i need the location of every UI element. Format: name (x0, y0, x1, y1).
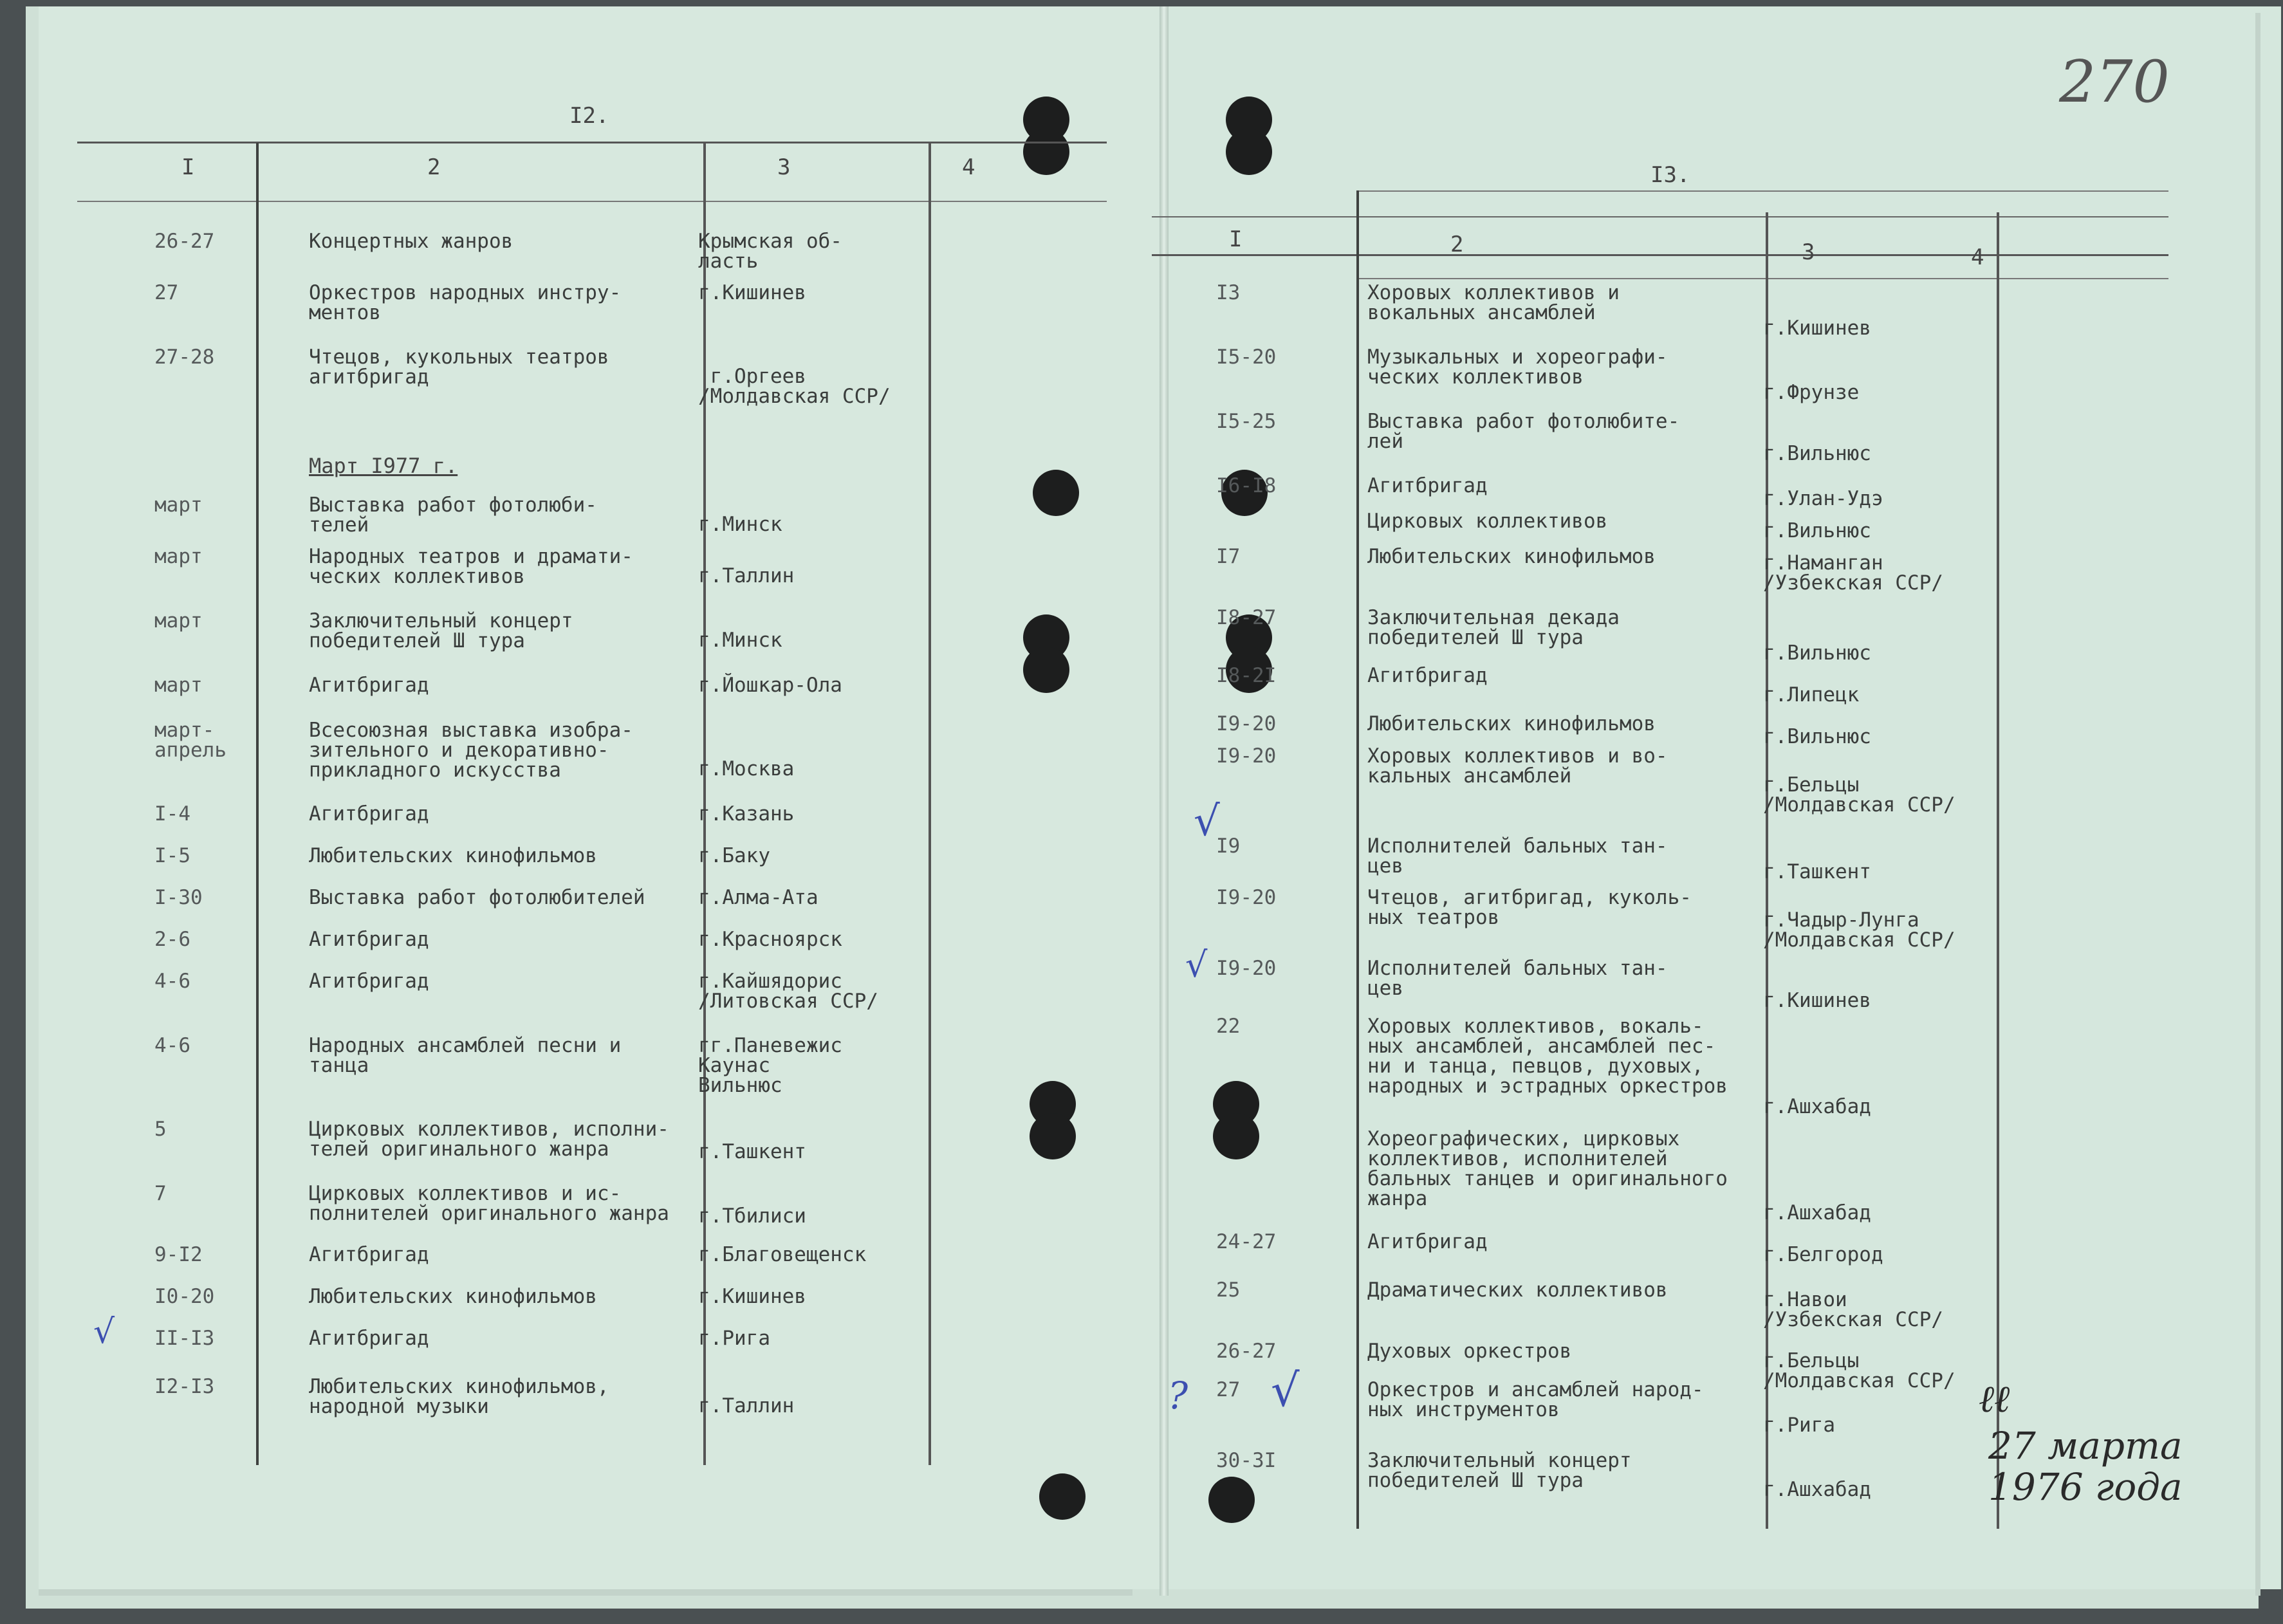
place-cell: г.Таллин (698, 1394, 795, 1417)
place-cell: г.Улан-Удэ (1763, 487, 1883, 510)
place-cell: г.Ашхабад (1763, 1478, 1871, 1501)
left-col-header-3: 3 (777, 154, 791, 180)
left-col-header-2: 2 (427, 154, 441, 180)
event-cell: Хоровых коллективов и вокальных ансамблей (1367, 281, 1620, 324)
event-cell: Оркестров и ансамблей народ- ных инструментов (1367, 1378, 1704, 1421)
event-cell: Любительских кинофильмов, народной музыки (309, 1375, 609, 1418)
date-cell: 4-6 (154, 1034, 190, 1057)
right-page-number: I3. (1650, 162, 1690, 188)
place-cell: г.Кайшядорис /Литовская ССР/ (698, 970, 878, 1013)
place-cell: г.Бельцы /Молдавская ССР/ (1763, 1349, 1955, 1392)
place-cell: гг.Паневежис Каунас Вильнюс (698, 1034, 842, 1097)
place-cell: Крымская об- ласть (698, 230, 842, 273)
date-cell: I5-20 (1216, 346, 1277, 369)
place-cell: г.Наманган /Узбекская ССР/ (1763, 551, 1943, 595)
place-cell: г.Фрунзе (1763, 381, 1860, 404)
right-col-header-4: 4 (1971, 245, 1984, 270)
page-edge-bottom (39, 1589, 1132, 1596)
left-col-header-4: 4 (962, 154, 975, 180)
date-cell: I9-20 (1216, 712, 1277, 735)
event-cell: Выставка работ фотолюбите- лей (1367, 410, 1680, 453)
place-cell: г.Кишинев (1763, 989, 1871, 1012)
event-cell: Любительских кинофильмов (309, 1285, 597, 1308)
date-cell: 2-6 (154, 928, 190, 951)
event-cell: Всесоюзная выставка изобра- зительного и декоративно- прикладного искусства (309, 719, 633, 782)
event-cell: Хореографических, цирковых коллективов, исполнителей бальных танцев и оригинального жанра (1367, 1127, 1728, 1210)
punch-hole (1023, 647, 1069, 693)
right-col-header-2: 2 (1450, 232, 1464, 257)
date-cell: I9-20 (1216, 957, 1277, 980)
right-col-divider (1356, 190, 1359, 1529)
date-cell: 27 (1216, 1378, 1241, 1401)
date-cell: I-30 (154, 886, 203, 909)
check-mark: √ (1271, 1364, 1300, 1417)
date-cell: 22 (1216, 1015, 1241, 1038)
right-col-header-3: 3 (1802, 239, 1815, 265)
place-cell: г.Минск (698, 513, 782, 536)
event-cell: Цирковых коллективов и ис- полнителей оригинального жанра (309, 1182, 669, 1225)
event-cell: Хоровых коллективов, вокаль- ных ансамблей, ансамблей пес- ни и танца, певцов, духовых, народных и эстрадных оркестров (1367, 1015, 1728, 1098)
date-cell: 7 (154, 1182, 167, 1205)
date-cell: I9-20 (1216, 744, 1277, 768)
question-mark: ? (1168, 1374, 1188, 1417)
event-cell: Агитбригад (309, 1243, 429, 1266)
date-cell: март- апрель (154, 719, 226, 762)
place-cell: г.Вильнюс (1763, 519, 1871, 542)
right-col-header-1: I (1229, 226, 1243, 252)
right-page (1168, 6, 2281, 1589)
place-cell: г.Белгород (1763, 1243, 1883, 1266)
date-cell: I2-I3 (154, 1375, 215, 1398)
event-cell: Любительских кинофильмов (1367, 545, 1656, 568)
place-cell: г.Кишинев (1763, 317, 1871, 340)
event-cell: Заключительный концерт победителей Ш тура (1367, 1449, 1632, 1492)
event-cell: Концертных жанров (309, 230, 513, 253)
event-cell: Хоровых коллективов и во- кальных ансамблей (1367, 744, 1668, 788)
date-cell: 26-27 (1216, 1340, 1277, 1363)
date-cell: 25 (1216, 1278, 1241, 1302)
event-cell: Цирковых коллективов (1367, 510, 1608, 533)
date-cell: 30-3I (1216, 1449, 1277, 1472)
handwritten-date-note: 27 марта 1976 года (1988, 1424, 2183, 1509)
place-cell: г.Ташкент (698, 1140, 806, 1163)
check-mark: √ (1194, 798, 1220, 845)
event-cell: Чтецов, кукольных театров агитбригад (309, 346, 609, 389)
date-cell: 27-28 (154, 346, 215, 369)
event-cell: Выставка работ фотолюби- телей (309, 494, 597, 537)
place-cell: г.Вильнюс (1763, 442, 1871, 465)
place-cell: г.Рига (1763, 1414, 1835, 1437)
left-header-line-bottom (77, 201, 1107, 202)
place-cell: г.Благовещенск (698, 1243, 867, 1266)
punch-hole (1213, 1113, 1259, 1159)
date-cell: I-4 (154, 802, 190, 826)
date-cell: I5-25 (1216, 410, 1277, 433)
right-header-line-mid (1358, 190, 2168, 192)
event-cell: Агитбригад (309, 970, 429, 993)
punch-hole (1030, 1113, 1076, 1159)
date-cell: II-I3 (154, 1327, 215, 1350)
date-cell: I6-I8 (1216, 474, 1277, 497)
check-mark: √ (1185, 945, 1208, 985)
event-cell: Агитбригад (309, 674, 429, 697)
event-cell: Цирковых коллективов, исполни- телей оригинального жанра (309, 1118, 669, 1161)
date-cell: I9-20 (1216, 886, 1277, 909)
place-cell: г.Кишинев (698, 1285, 806, 1308)
event-cell: Оркестров народных инстру- ментов (309, 281, 622, 324)
date-cell: 26-27 (154, 230, 215, 253)
date-cell: 4-6 (154, 970, 190, 993)
left-page-number: I2. (569, 103, 609, 129)
place-cell: г.Ашхабад (1763, 1201, 1871, 1224)
event-cell: Чтецов, агитбригад, куколь- ных театров (1367, 886, 1692, 929)
page-edge-right (2255, 13, 2260, 1596)
event-cell: Народных ансамблей песни и танца (309, 1034, 622, 1077)
date-cell: I7 (1216, 545, 1241, 568)
event-cell: Драматических коллективов (1367, 1278, 1668, 1302)
place-cell: г.Ташкент (1763, 860, 1871, 883)
date-cell: 5 (154, 1118, 167, 1141)
place-cell: г.Баку (698, 844, 770, 867)
page-fold (1160, 6, 1169, 1596)
event-cell: Заключительный концерт победителей Ш тура (309, 609, 573, 652)
date-cell: 9-I2 (154, 1243, 203, 1266)
event-cell: Заключительная декада победителей Ш тура (1367, 606, 1620, 649)
place-cell: г.Оргеев /Молдавская ССР/ (698, 365, 891, 408)
date-cell: 24-27 (1216, 1230, 1277, 1253)
place-cell: г.Рига (698, 1327, 770, 1350)
punch-hole (1208, 1477, 1255, 1523)
left-header-line-top (77, 142, 1107, 143)
place-cell: г.Бельцы /Молдавская ССР/ (1763, 773, 1955, 817)
punch-hole (1023, 129, 1069, 175)
place-cell: г.Тбилиси (698, 1204, 806, 1228)
place-cell: г.Чадыр-Лунга /Молдавская ССР/ (1763, 909, 1955, 952)
event-cell: Агитбригад (1367, 664, 1488, 687)
date-cell: I8-2I (1216, 664, 1277, 687)
event-cell: Музыкальных и хореографи- ческих коллективов (1367, 346, 1668, 389)
place-cell: г.Минск (698, 629, 782, 652)
punch-hole (1226, 129, 1272, 175)
event-cell: Агитбригад (1367, 1230, 1488, 1253)
event-cell: Исполнителей бальных тан- цев (1367, 835, 1668, 878)
date-cell: 27 (154, 281, 179, 304)
place-cell: г.Таллин (698, 564, 795, 587)
place-cell: г.Москва (698, 757, 795, 780)
place-cell: г.Алма-Ата (698, 886, 818, 909)
left-col-header-1: I (181, 154, 195, 180)
right-col-divider (1997, 212, 1999, 1529)
handwritten-initials: ℓℓ (1979, 1377, 2010, 1421)
archive-number: 270 (2059, 48, 2170, 116)
event-cell: Выставка работ фотолюбителей (309, 886, 645, 909)
event-cell: Исполнителей бальных тан- цев (1367, 957, 1668, 1000)
check-mark: √ (93, 1313, 115, 1351)
place-cell: г.Навои /Узбекская ССР/ (1763, 1288, 1943, 1331)
event-cell: Агитбригад (309, 928, 429, 951)
event-cell: Народных театров и драмати- ческих коллективов (309, 545, 633, 588)
event-cell: Агитбригад (1367, 474, 1488, 497)
left-col-divider (256, 143, 259, 1465)
right-header-line-bottom2 (1358, 278, 2168, 279)
event-cell: Агитбригад (309, 802, 429, 826)
event-cell: Агитбригад (309, 1327, 429, 1350)
event-cell: Духовых оркестров (1367, 1340, 1572, 1363)
place-cell: г.Йошкар-Ола (698, 674, 842, 697)
date-cell: март (154, 609, 203, 632)
event-cell: Любительских кинофильмов (309, 844, 597, 867)
left-col-divider (929, 143, 931, 1465)
place-cell: г.Вильнюс (1763, 725, 1871, 748)
date-cell: март (154, 674, 203, 697)
date-cell: I9 (1216, 835, 1241, 858)
right-header-line-bottom (1152, 254, 2168, 256)
place-cell: г.Ашхабад (1763, 1095, 1871, 1118)
place-cell: г.Вильнюс (1763, 641, 1871, 665)
right-header-line-top (1152, 216, 2168, 217)
date-cell: I0-20 (154, 1285, 215, 1308)
date-cell: I8-27 (1216, 606, 1277, 629)
punch-hole (1039, 1473, 1086, 1520)
place-cell: г.Кишинев (698, 281, 806, 304)
place-cell: г.Красноярск (698, 928, 842, 951)
date-cell: март (154, 494, 203, 517)
left-subheading: Март I977 г. (309, 454, 458, 478)
event-cell: Любительских кинофильмов (1367, 712, 1656, 735)
date-cell: I3 (1216, 281, 1241, 304)
date-cell: март (154, 545, 203, 568)
place-cell: г.Липецк (1763, 683, 1860, 706)
place-cell: г.Казань (698, 802, 795, 826)
punch-hole (1033, 470, 1079, 516)
date-cell: I-5 (154, 844, 190, 867)
